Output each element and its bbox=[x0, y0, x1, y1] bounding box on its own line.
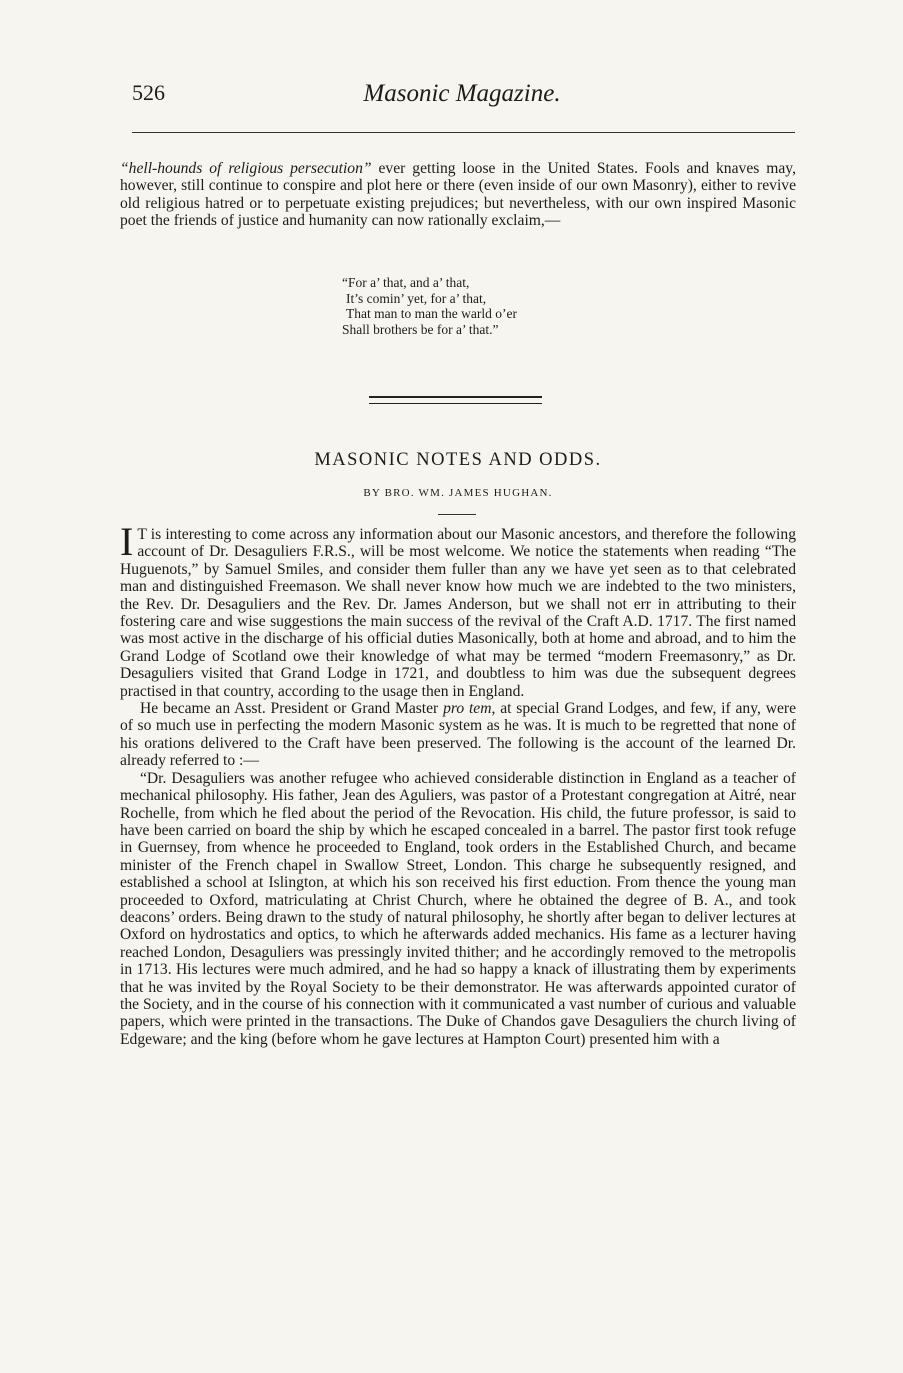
paragraph-text: T is interesting to come across any information about our Masonic ancestors, and therefore the following account of Dr. Desaguliers F.R.S., will be most welcome. We notice the statements when reading “The Huguenots,” by Samuel Smiles, and consider them fuller than any we have yet seen as to that celebrated man and distinguished Freemason. We shall never know how much we are indebted to the two ministers, the Rev. Dr. Desaguliers and the Rev. Dr. James Anderson, but we shall not err in attributing to their fostering care and wise suggestions the main success of the revival of the Craft A.D. 1717. The first named was most active in the discharge of his official duties Masonically, both at home and abroad, and to him the Grand Lodge of Scotland owe their knowledge of what may be termed “modern Freemasonry,” as Dr. Desaguliers visited that Grand Lodge in 1721, and doubtless to him was due the subsequent degrees practised in that country, according to the usage then in England. bbox=[120, 526, 796, 700]
header-rule bbox=[132, 132, 795, 133]
article-paragraph bbox=[120, 519, 796, 700]
article-title: MASONIC NOTES AND ODDS. bbox=[314, 450, 602, 470]
verse-line: That man to man the warld o’er bbox=[346, 306, 517, 321]
paragraph-text: , at special Grand Lodges, and few, if any, were of so much use in perfecting the modern Masonic system as he was. It is much to be regretted that none of his orations delivered to the Craft have been preserved. The following is the account of the learned Dr. already referred to :— bbox=[120, 700, 796, 770]
verse-line: “For a’ that, and a’ that, bbox=[342, 275, 470, 290]
article-paragraph bbox=[120, 700, 796, 770]
byline-rule bbox=[438, 514, 476, 515]
verse-line: Shall brothers be for a’ that.” bbox=[342, 321, 499, 337]
running-title: Masonic Magazine. bbox=[363, 80, 561, 107]
verse-quotation bbox=[342, 275, 517, 337]
page-header bbox=[132, 80, 792, 120]
verse-line: It’s comin’ yet, for a’ that, bbox=[346, 290, 487, 306]
article-body bbox=[120, 519, 796, 1048]
quoted-account: “Dr. Desaguliers was another refugee who achieved considerable distinction in England as a teacher of mechanical philosophy. His father, Jean des Aguliers, was pastor of a Protestant congregation at Aitré, near Rochelle, from which he fled about the period of the Revocation. His child, the future professor, is said to have been carried on board the ship by which he escaped concealed in a barrel. The pastor first took refuge in Guernsey, from whence he proceeded to England, took orders in the Established Church, and became minister of the French chapel in Swallow Street, London. This charge he subsequently resigned, and established a school at Islington, at which his son received his first eduction. From thence the young man proceeded to Oxford, matriculating at Christ Church, where he obtained the degree of B. A., and took deacons’ orders. Being drawn to the study of natural philosophy, he shortly after began to deliver lectures at Oxford on hydrostatics and optics, to which he afterwards added mechanics. His fame as a lecturer having reached London, Desaguliers was pressingly invited thither; and he accordingly removed to the metropolis in 1713. His lectures were much admired, and he had so happy a knack of illustrating them by experiments that he was invited by the Royal Society to be their demonstrator. He was afterwards appointed curator of the Society, and in the course of his connection with it communicated a vast number of curious and valuable papers, which were printed in the transactions. The Duke of Chandos gave Desaguliers the church living of Edgeware; and the king (before whom he gave lectures at Hampton Court) presented him with a bbox=[120, 769, 796, 1048]
continued-lead-quote: “hell-hounds of religious persecution” bbox=[120, 160, 372, 177]
continued-text: ever getting loose in the United States. Fools and knaves may, however, still continue to conspire and plot here or there (even inside of our own Masonry), either to revive old religious hatred or to perpetuate existing prejudices; but nevertheless, with our own inspired Masonic poet the friends of justice and humanity can now rationally exclaim,— bbox=[120, 160, 796, 230]
page-number: 526 bbox=[132, 80, 165, 105]
article-byline: BY BRO. WM. JAMES HUGHAN. bbox=[363, 487, 553, 499]
paragraph-italic: pro tem bbox=[443, 700, 492, 718]
paragraph-text: He became an Asst. President or Grand Master bbox=[140, 700, 444, 718]
continued-paragraph bbox=[120, 160, 796, 230]
drop-cap: I bbox=[120, 519, 134, 564]
section-divider-thin bbox=[369, 403, 542, 404]
section-divider bbox=[369, 396, 542, 398]
